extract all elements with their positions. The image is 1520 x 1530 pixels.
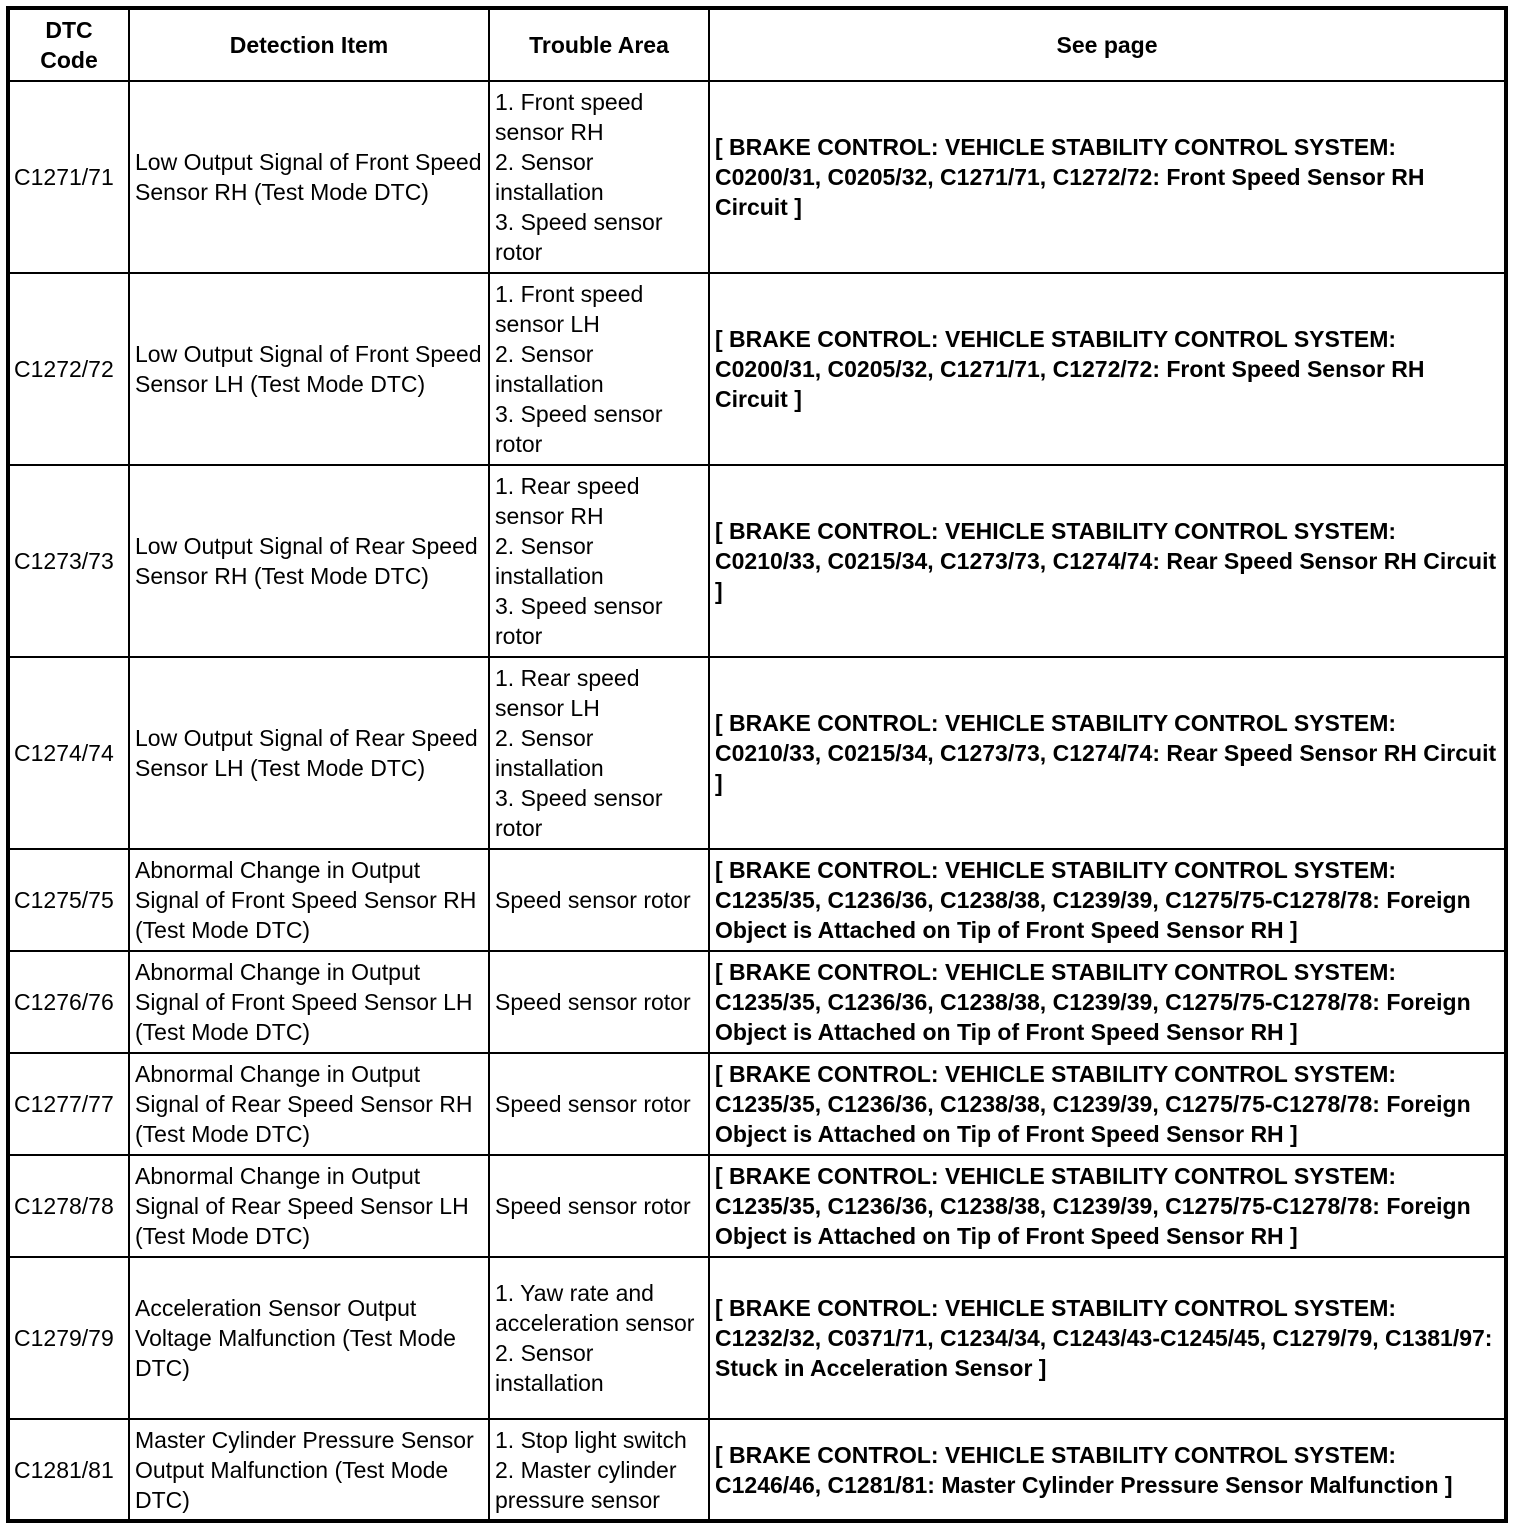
see-page-link[interactable]: [ BRAKE CONTROL: VEHICLE STABILITY CONTROL SYSTEM: C1235/35, C1236/36, C1238/38, C1239/39, C1275/75-C1278/78: Foreign Object is Attached on Tip of Front Speed Sensor RH ]: [709, 849, 1506, 951]
trouble-area-cell: [489, 849, 709, 951]
trouble-area-item: 2. Sensor installation: [495, 725, 604, 781]
trouble-area-item: 2. Sensor installation: [495, 1340, 604, 1396]
detection-item-cell: Master Cylinder Pressure Sensor Output Malfunction (Test Mode DTC): [129, 1419, 489, 1521]
table-row: [8, 1419, 1506, 1521]
detection-item-cell: Low Output Signal of Front Speed Sensor RH (Test Mode DTC): [129, 81, 489, 273]
dtc-code-cell: C1273/73: [8, 465, 129, 657]
see-page-link[interactable]: [ BRAKE CONTROL: VEHICLE STABILITY CONTROL SYSTEM: C1235/35, C1236/36, C1238/38, C1239/39, C1275/75-C1278/78: Foreign Object is Attached on Tip of Front Speed Sensor RH ]: [709, 951, 1506, 1053]
trouble-area-item: 2. Master cylinder pressure sensor: [495, 1456, 677, 1513]
detection-item-cell: Low Output Signal of Front Speed Sensor LH (Test Mode DTC): [129, 273, 489, 465]
see-page-link[interactable]: [ BRAKE CONTROL: VEHICLE STABILITY CONTROL SYSTEM: C1235/35, C1236/36, C1238/38, C1239/39, C1275/75-C1278/78: Foreign Object is Attached on Tip of Front Speed Sensor RH ]: [709, 1053, 1506, 1155]
table-row: [8, 1155, 1506, 1257]
dtc-table-body: [8, 81, 1506, 1521]
header-see-page: See page: [709, 8, 1506, 81]
see-page-link[interactable]: [ BRAKE CONTROL: VEHICLE STABILITY CONTROL SYSTEM: C0200/31, C0205/32, C1271/71, C1272/72: Front Speed Sensor RH Circuit ]: [709, 273, 1506, 465]
header-detection-item: Detection Item: [129, 8, 489, 81]
see-page-link[interactable]: [ BRAKE CONTROL: VEHICLE STABILITY CONTROL SYSTEM: C1235/35, C1236/36, C1238/38, C1239/39, C1275/75-C1278/78: Foreign Object is Attached on Tip of Front Speed Sensor RH ]: [709, 1155, 1506, 1257]
dtc-code-cell: C1275/75: [8, 849, 129, 951]
trouble-area-item: 1. Stop light switch: [495, 1426, 687, 1453]
detection-item-cell: Low Output Signal of Rear Speed Sensor RH (Test Mode DTC): [129, 465, 489, 657]
table-row: [8, 273, 1506, 465]
detection-item-cell: Low Output Signal of Rear Speed Sensor LH (Test Mode DTC): [129, 657, 489, 849]
table-row: [8, 1053, 1506, 1155]
trouble-area-item: Speed sensor rotor: [495, 989, 691, 1015]
header-row: [8, 8, 1506, 81]
dtc-code-cell: C1278/78: [8, 1155, 129, 1257]
trouble-area-item: 1. Front speed sensor RH: [495, 89, 644, 145]
dtc-code-cell: C1272/72: [8, 273, 129, 465]
table-row: [8, 849, 1506, 951]
dtc-code-cell: C1276/76: [8, 951, 129, 1053]
dtc-code-cell: C1274/74: [8, 657, 129, 849]
dtc-code-cell: C1271/71: [8, 81, 129, 273]
dtc-code-cell: C1277/77: [8, 1053, 129, 1155]
see-page-link[interactable]: [ BRAKE CONTROL: VEHICLE STABILITY CONTROL SYSTEM: C0210/33, C0215/34, C1273/73, C1274/74: Rear Speed Sensor RH Circuit ]: [709, 465, 1506, 657]
trouble-area-item: 1. Front speed sensor LH: [495, 281, 644, 337]
see-page-link[interactable]: [ BRAKE CONTROL: VEHICLE STABILITY CONTROL SYSTEM: C1232/32, C0371/71, C1234/34, C1243/43-C1245/45, C1279/79, C1381/97: Stuck in Acceleration Sensor ]: [709, 1257, 1506, 1419]
trouble-area-cell: [489, 951, 709, 1053]
header-dtc-code: DTC Code: [8, 8, 129, 81]
see-page-link[interactable]: [ BRAKE CONTROL: VEHICLE STABILITY CONTROL SYSTEM: C1246/46, C1281/81: Master Cylinder Pressure Sensor Malfunction ]: [709, 1419, 1506, 1521]
table-row: [8, 951, 1506, 1053]
table-row: [8, 81, 1506, 273]
detection-item-cell: Abnormal Change in Output Signal of Rear Speed Sensor RH (Test Mode DTC): [129, 1053, 489, 1155]
trouble-area-item: 3. Speed sensor rotor: [495, 401, 663, 457]
table-row: [8, 465, 1506, 657]
detection-item-cell: Acceleration Sensor Output Voltage Malfunction (Test Mode DTC): [129, 1257, 489, 1419]
trouble-area-item: 1. Rear speed sensor LH: [495, 665, 640, 721]
trouble-area-cell: [489, 1155, 709, 1257]
trouble-area-item: Speed sensor rotor: [495, 1193, 691, 1219]
see-page-link[interactable]: [ BRAKE CONTROL: VEHICLE STABILITY CONTROL SYSTEM: C0200/31, C0205/32, C1271/71, C1272/72: Front Speed Sensor RH Circuit ]: [709, 81, 1506, 273]
table-row: [8, 657, 1506, 849]
trouble-area-item: 1. Yaw rate and acceleration sensor: [495, 1280, 695, 1336]
table-row: [8, 1257, 1506, 1419]
header-trouble-area: Trouble Area: [489, 8, 709, 81]
trouble-area-cell: [489, 1419, 709, 1521]
dtc-table: [6, 6, 1508, 1523]
detection-item-cell: Abnormal Change in Output Signal of Rear Speed Sensor LH (Test Mode DTC): [129, 1155, 489, 1257]
trouble-area-cell: [489, 81, 709, 273]
detection-item-cell: Abnormal Change in Output Signal of Front Speed Sensor RH (Test Mode DTC): [129, 849, 489, 951]
trouble-area-cell: [489, 1053, 709, 1155]
see-page-link[interactable]: [ BRAKE CONTROL: VEHICLE STABILITY CONTROL SYSTEM: C0210/33, C0215/34, C1273/73, C1274/74: Rear Speed Sensor RH Circuit ]: [709, 657, 1506, 849]
detection-item-cell: Abnormal Change in Output Signal of Front Speed Sensor LH (Test Mode DTC): [129, 951, 489, 1053]
trouble-area-item: Speed sensor rotor: [495, 1091, 691, 1117]
trouble-area-item: 3. Speed sensor rotor: [495, 593, 663, 649]
trouble-area-cell: [489, 465, 709, 657]
trouble-area-cell: [489, 657, 709, 849]
trouble-area-cell: [489, 1257, 709, 1419]
trouble-area-item: Speed sensor rotor: [495, 887, 691, 913]
trouble-area-item: 2. Sensor installation: [495, 533, 604, 589]
trouble-area-item: 3. Speed sensor rotor: [495, 209, 663, 265]
trouble-area-cell: [489, 273, 709, 465]
trouble-area-item: 3. Speed sensor rotor: [495, 785, 663, 841]
trouble-area-item: 1. Rear speed sensor RH: [495, 473, 640, 529]
dtc-code-cell: C1281/81: [8, 1419, 129, 1521]
dtc-code-cell: C1279/79: [8, 1257, 129, 1419]
trouble-area-item: 2. Sensor installation: [495, 341, 604, 397]
trouble-area-item: 2. Sensor installation: [495, 149, 604, 205]
